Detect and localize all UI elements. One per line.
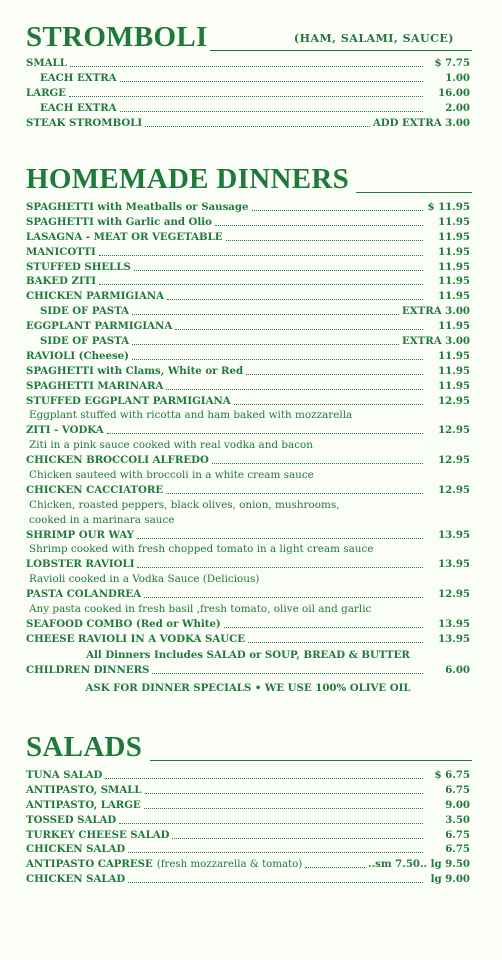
item-price: 11.95 bbox=[438, 379, 470, 392]
item-description: Chicken sauteed with broccoli in a white cream sauce bbox=[29, 469, 314, 482]
menu-item-row bbox=[26, 632, 470, 647]
menu-item-row bbox=[26, 364, 470, 379]
dot-leader bbox=[166, 389, 423, 390]
item-name: SPAGHETTI with Meatballs or Sausage bbox=[26, 201, 249, 213]
item-price: 12.95 bbox=[438, 483, 470, 496]
dot-leader bbox=[137, 567, 423, 568]
item-name-note: (fresh mozzarella & tomato) bbox=[156, 859, 303, 871]
item-name: BAKED ZITI bbox=[26, 275, 97, 288]
item-name: EACH EXTRA bbox=[40, 101, 117, 114]
item-description: Chicken, roasted peppers, black olives, onion, mushrooms, bbox=[29, 498, 340, 511]
dot-leader bbox=[175, 329, 423, 330]
item-price: 11.95 bbox=[438, 320, 470, 333]
item-price: 11.95 bbox=[438, 275, 470, 288]
menu-item-row bbox=[26, 319, 470, 334]
menu-item-row bbox=[26, 587, 470, 602]
dot-leader bbox=[305, 867, 365, 868]
menu-item-row bbox=[26, 349, 470, 364]
menu-item-row bbox=[26, 245, 470, 260]
dot-leader bbox=[120, 81, 423, 82]
item-price: 3.50 bbox=[445, 813, 470, 826]
item-name: LASAGNA - MEAT OR VEGETABLE bbox=[26, 230, 223, 243]
menu-item-row bbox=[26, 813, 470, 828]
item-price: 11.95 bbox=[438, 290, 470, 303]
menu-item-row bbox=[26, 260, 470, 275]
stromboli-list bbox=[26, 56, 470, 130]
menu-item-row bbox=[26, 101, 470, 116]
section-rule bbox=[356, 192, 472, 193]
dot-leader bbox=[152, 673, 423, 674]
item-name: SPAGHETTI with Clams, White or Red bbox=[26, 364, 244, 377]
item-name: SHRIMP OUR WAY bbox=[26, 528, 134, 541]
dot-leader bbox=[69, 96, 423, 97]
item-name: CHEESE RAVIOLI IN A VODKA SAUCE bbox=[26, 632, 245, 645]
menu-item-row bbox=[26, 56, 470, 71]
item-price: 2.00 bbox=[445, 101, 470, 114]
menu-item-row bbox=[26, 783, 470, 798]
dot-leader bbox=[234, 404, 423, 405]
item-name: LOBSTER RAVIOLI bbox=[26, 558, 135, 571]
item-price: 6.75 bbox=[445, 843, 470, 856]
item-price: 13.95 bbox=[438, 632, 470, 645]
item-price: 13.95 bbox=[438, 617, 470, 630]
item-price: 12.95 bbox=[438, 454, 470, 467]
dot-leader bbox=[246, 374, 423, 375]
item-price: 12.95 bbox=[438, 588, 470, 601]
menu-item-row bbox=[26, 215, 470, 230]
item-price: 12.95 bbox=[438, 424, 470, 437]
dot-leader bbox=[132, 314, 399, 315]
item-name: SMALL bbox=[26, 57, 67, 69]
menu-item-row bbox=[26, 116, 470, 131]
menu-item-row bbox=[26, 423, 470, 438]
salads-list bbox=[26, 768, 470, 887]
item-description: Ravioli cooked in a Vodka Sauce (Delicious) bbox=[29, 573, 260, 586]
dot-leader bbox=[215, 225, 423, 226]
item-name: ANTIPASTO CAPRESE bbox=[26, 858, 153, 871]
dot-leader bbox=[166, 493, 423, 494]
dinners-section bbox=[26, 164, 470, 696]
item-name: SIDE OF PASTA bbox=[40, 335, 130, 348]
dinners-header bbox=[26, 164, 470, 194]
dot-leader bbox=[70, 66, 423, 67]
menu-item-row bbox=[26, 528, 470, 543]
stromboli-note: (HAM, SALAMI, SAUCE) bbox=[293, 32, 454, 45]
section-rule bbox=[150, 760, 472, 761]
dot-leader bbox=[105, 778, 423, 779]
item-name: RAVIOLI (Cheese) bbox=[26, 349, 129, 362]
dot-leader bbox=[226, 240, 423, 241]
dot-leader bbox=[107, 433, 423, 434]
item-name: ANTIPASTO, SMALL bbox=[26, 783, 142, 796]
item-name: MANICOTTI bbox=[26, 245, 96, 258]
dinner-specials-footer: ASK FOR DINNER SPECIALS • WE USE 100% OLIVE OIL bbox=[85, 681, 411, 694]
item-price: 16.00 bbox=[438, 86, 470, 99]
section-title-dinners: HOMEMADE DINNERS bbox=[26, 163, 350, 195]
item-price: 6.75 bbox=[445, 828, 470, 841]
item-description: Shrimp cooked with fresh chopped tomato in a light cream sauce bbox=[29, 543, 374, 556]
item-name: TOSSED SALAD bbox=[26, 813, 117, 826]
item-price: lg 9.00 bbox=[430, 873, 470, 886]
dinners-list bbox=[26, 200, 470, 678]
dot-leader bbox=[132, 359, 423, 360]
menu-item-row bbox=[26, 71, 470, 86]
salads-header bbox=[26, 732, 470, 762]
dot-leader bbox=[224, 627, 423, 628]
item-name: STEAK STROMBOLI bbox=[26, 116, 143, 129]
item-description: Any pasta cooked in fresh basil ,fresh tomato, olive oil and garlic bbox=[29, 603, 372, 616]
menu-item-row bbox=[26, 274, 470, 289]
menu-item-row bbox=[26, 663, 470, 678]
item-description: Eggplant stuffed with ricotta and ham baked with mozzarella bbox=[29, 409, 353, 422]
menu-item-row bbox=[26, 483, 470, 498]
item-price: 11.95 bbox=[438, 215, 470, 228]
menu-item-row bbox=[26, 200, 470, 215]
menu-item-row bbox=[26, 86, 470, 101]
item-name: SEAFOOD COMBO (Red or White) bbox=[26, 617, 221, 630]
dot-leader bbox=[145, 793, 423, 794]
dot-leader bbox=[212, 463, 423, 464]
section-rule bbox=[210, 50, 472, 51]
item-name: TURKEY CHEESE SALAD bbox=[26, 828, 170, 841]
menu-item-row bbox=[26, 453, 470, 468]
menu-item-row bbox=[26, 289, 470, 304]
item-price: 9.00 bbox=[445, 798, 470, 811]
item-name: ZITI - VODKA bbox=[26, 424, 104, 437]
item-price: ADD EXTRA 3.00 bbox=[372, 116, 470, 129]
item-price: 6.75 bbox=[445, 783, 470, 796]
menu-item-row bbox=[26, 768, 470, 783]
item-name: PASTA COLANDREA bbox=[26, 588, 141, 601]
stromboli-section bbox=[26, 22, 470, 130]
menu-item-row bbox=[26, 230, 470, 245]
item-name: CHICKEN PARMIGIANA bbox=[26, 290, 165, 303]
menu-item-row bbox=[26, 334, 470, 349]
item-name: CHILDREN DINNERS bbox=[26, 663, 150, 676]
menu-item-row bbox=[26, 872, 470, 887]
menu-item-row bbox=[26, 857, 470, 872]
stromboli-header bbox=[26, 22, 470, 52]
item-name: SPAGHETTI MARINARA bbox=[26, 379, 164, 392]
item-price: EXTRA 3.00 bbox=[402, 305, 470, 318]
menu-item-row bbox=[26, 842, 470, 857]
section-title-salads: SALADS bbox=[26, 731, 143, 763]
menu-item-row bbox=[26, 828, 470, 843]
dot-leader bbox=[128, 852, 423, 853]
dot-leader bbox=[120, 111, 423, 112]
item-name: EGGPLANT PARMIGIANA bbox=[26, 320, 173, 333]
menu-item-row bbox=[26, 798, 470, 813]
item-price: EXTRA 3.00 bbox=[402, 335, 470, 348]
item-price: 6.00 bbox=[445, 663, 470, 676]
item-price: 11.95 bbox=[438, 349, 470, 362]
item-price: 13.95 bbox=[438, 528, 470, 541]
menu-item-row bbox=[26, 379, 470, 394]
item-name: ANTIPASTO, LARGE bbox=[26, 798, 141, 811]
item-price: 13.95 bbox=[438, 558, 470, 571]
dot-leader bbox=[172, 838, 423, 839]
dot-leader bbox=[145, 126, 370, 127]
item-price: $ 7.75 bbox=[434, 57, 470, 69]
item-price: ..sm 7.50.. lg 9.50 bbox=[368, 858, 470, 871]
item-name: SPAGHETTI with Garlic and Olio bbox=[26, 215, 212, 228]
item-name: CHICKEN SALAD bbox=[26, 843, 126, 856]
item-description: Ziti in a pink sauce cooked with real vodka and bacon bbox=[29, 439, 313, 452]
item-price: $ 11.95 bbox=[427, 201, 470, 213]
dot-leader bbox=[248, 642, 423, 643]
dot-leader bbox=[128, 882, 423, 883]
item-price: 12.95 bbox=[438, 394, 470, 407]
item-description: cooked in a marinara sauce bbox=[29, 513, 175, 526]
item-price: 11.95 bbox=[438, 260, 470, 273]
dot-leader bbox=[132, 344, 399, 345]
item-name: STUFFED SHELLS bbox=[26, 260, 131, 273]
dot-leader bbox=[99, 284, 423, 285]
dot-leader bbox=[99, 255, 423, 256]
item-price: 11.95 bbox=[438, 230, 470, 243]
section-title-stromboli: STROMBOLI bbox=[26, 21, 208, 53]
dot-leader bbox=[144, 808, 423, 809]
menu-item-row bbox=[26, 617, 470, 632]
dinner-includes-note: All Dinners Includes SALAD or SOUP, BREAD & BUTTER bbox=[86, 648, 410, 661]
item-price: 11.95 bbox=[438, 364, 470, 377]
item-name: EACH EXTRA bbox=[40, 71, 117, 84]
item-price: $ 6.75 bbox=[434, 769, 470, 781]
dot-leader bbox=[167, 299, 423, 300]
item-name: CHICKEN CACCIATORE bbox=[26, 483, 164, 496]
salads-section bbox=[26, 732, 470, 887]
item-name: TUNA SALAD bbox=[26, 769, 103, 781]
item-name: SIDE OF PASTA bbox=[40, 305, 130, 318]
dot-leader bbox=[252, 210, 423, 211]
item-name: LARGE bbox=[26, 86, 66, 99]
item-price: 1.00 bbox=[445, 71, 470, 84]
dot-leader bbox=[144, 597, 423, 598]
item-name: CHICKEN SALAD bbox=[26, 873, 126, 886]
item-price: 11.95 bbox=[438, 245, 470, 258]
dot-leader bbox=[119, 823, 423, 824]
item-name: STUFFED EGGPLANT PARMIGIANA bbox=[26, 394, 231, 407]
menu-item-row bbox=[26, 304, 470, 319]
item-name: CHICKEN BROCCOLI ALFREDO bbox=[26, 454, 209, 467]
menu-item-row bbox=[26, 394, 470, 409]
dot-leader bbox=[137, 538, 423, 539]
menu-item-row bbox=[26, 557, 470, 572]
dot-leader bbox=[134, 270, 423, 271]
